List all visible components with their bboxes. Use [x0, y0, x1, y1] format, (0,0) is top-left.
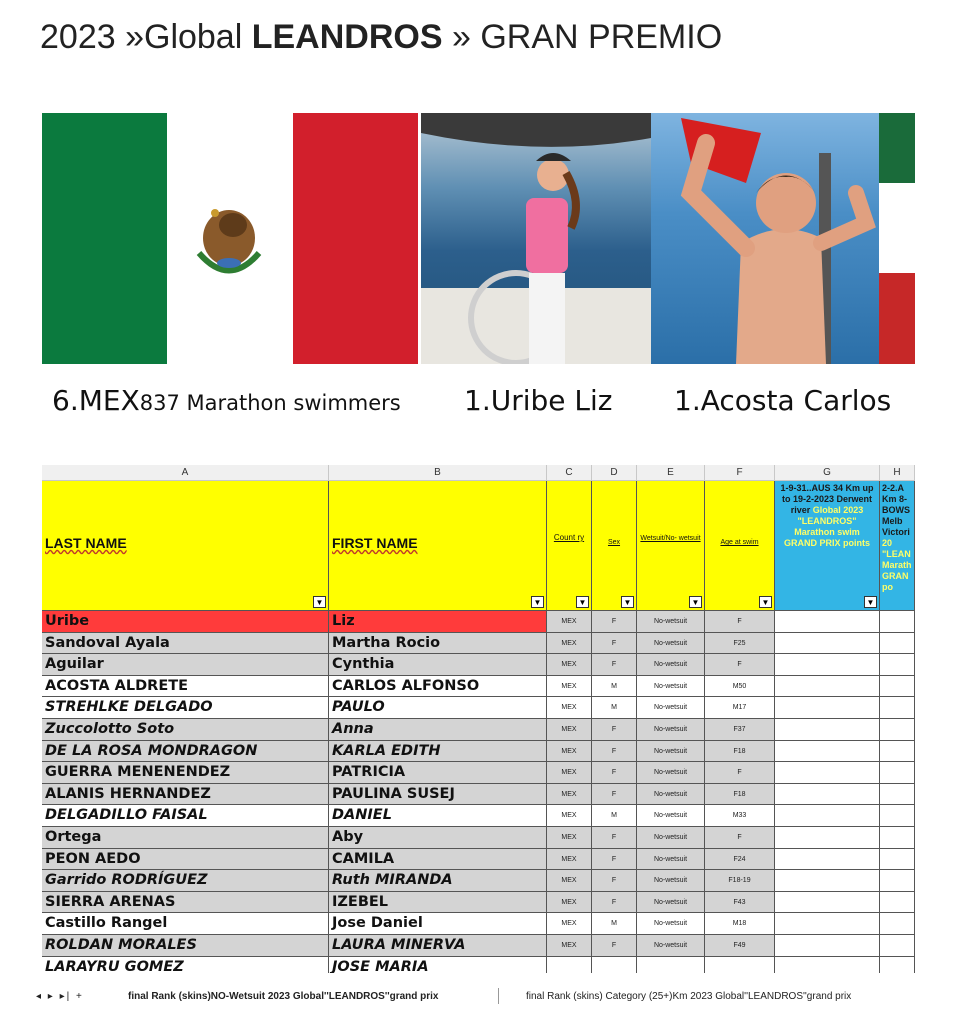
- filter-dropdown-icon[interactable]: ▼: [531, 596, 544, 608]
- table-row[interactable]: [42, 611, 915, 633]
- wetsuit-cell[interactable]: No-wetsuit: [637, 892, 705, 914]
- tab-divider: [498, 988, 499, 1004]
- table-row[interactable]: [42, 697, 915, 719]
- country-count: 837 Marathon swimmers: [139, 391, 401, 415]
- last-cell[interactable]: Castillo Rangel: [42, 913, 329, 935]
- age-cell[interactable]: F18-19: [705, 870, 775, 892]
- wetsuit-cell[interactable]: [637, 957, 705, 973]
- sex-cell[interactable]: M: [592, 913, 637, 935]
- first-cell[interactable]: IZEBEL: [329, 892, 547, 914]
- acosta-carlos-photo: [651, 113, 915, 364]
- empty-cell[interactable]: [775, 870, 880, 892]
- event-g-title: 1-9-31..AUS 34 Km up to 19-2-2023 Derwent river: [780, 483, 874, 515]
- empty-cell[interactable]: [880, 957, 915, 973]
- last-cell[interactable]: ACOSTA ALDRETE: [42, 676, 329, 698]
- sex-cell[interactable]: F: [592, 654, 637, 676]
- table-row[interactable]: [42, 935, 915, 957]
- empty-cell[interactable]: [880, 913, 915, 935]
- wetsuit-cell[interactable]: No-wetsuit: [637, 654, 705, 676]
- sheet-tab[interactable]: final Rank (skins) Category (25+)Km 2023 Global''LEANDROS''grand prix: [526, 991, 852, 1002]
- empty-cell[interactable]: [880, 892, 915, 914]
- sex-cell[interactable]: F: [592, 827, 637, 849]
- age-cell[interactable]: F49: [705, 935, 775, 957]
- country-cell[interactable]: MEX: [547, 633, 592, 655]
- column-header-f[interactable]: F: [705, 465, 775, 481]
- empty-cell[interactable]: [775, 719, 880, 741]
- age-cell[interactable]: F: [705, 762, 775, 784]
- spreadsheet: [42, 465, 915, 973]
- sailboat-scene-icon: [421, 113, 651, 364]
- uribe-liz-photo: [421, 113, 651, 364]
- country-header: [547, 481, 592, 611]
- first-cell[interactable]: Cynthia: [329, 654, 547, 676]
- empty-cell[interactable]: [880, 741, 915, 763]
- country-cell[interactable]: MEX: [547, 913, 592, 935]
- empty-cell[interactable]: [775, 827, 880, 849]
- sex-cell[interactable]: F: [592, 719, 637, 741]
- event-h-title: 2-2.A Km 8- BOWS Melb Victori: [882, 483, 910, 537]
- wetsuit-cell[interactable]: No-wetsuit: [637, 633, 705, 655]
- empty-cell[interactable]: [880, 633, 915, 655]
- title-prefix: 2023 »Global: [40, 18, 252, 56]
- empty-cell[interactable]: [880, 719, 915, 741]
- sex-cell[interactable]: F: [592, 935, 637, 957]
- age-cell[interactable]: [705, 957, 775, 973]
- male-winner-caption: 1.Acosta Carlos: [674, 384, 892, 417]
- wetsuit-cell[interactable]: No-wetsuit: [637, 935, 705, 957]
- sex-header-label: Sex: [607, 539, 621, 546]
- table-row[interactable]: [42, 633, 915, 655]
- sex-cell[interactable]: F: [592, 892, 637, 914]
- age-cell[interactable]: F18: [705, 741, 775, 763]
- country-header-label: Count ry: [553, 533, 585, 542]
- empty-cell[interactable]: [880, 805, 915, 827]
- wetsuit-cell[interactable]: No-wetsuit: [637, 676, 705, 698]
- empty-cell[interactable]: [775, 913, 880, 935]
- country-cell[interactable]: MEX: [547, 654, 592, 676]
- sex-cell[interactable]: F: [592, 849, 637, 871]
- female-winner-caption: 1.Uribe Liz: [464, 384, 613, 417]
- age-cell[interactable]: F18: [705, 784, 775, 806]
- table-row[interactable]: [42, 913, 915, 935]
- last-cell[interactable]: Uribe: [42, 611, 329, 633]
- sex-cell[interactable]: M: [592, 697, 637, 719]
- wetsuit-cell[interactable]: No-wetsuit: [637, 697, 705, 719]
- empty-cell[interactable]: [775, 805, 880, 827]
- empty-cell[interactable]: [775, 697, 880, 719]
- column-header-c[interactable]: C: [547, 465, 592, 481]
- caption-row: [0, 384, 954, 424]
- first-cell[interactable]: Anna: [329, 719, 547, 741]
- sex-cell[interactable]: M: [592, 805, 637, 827]
- first-cell[interactable]: DANIEL: [329, 805, 547, 827]
- country-cell[interactable]: MEX: [547, 611, 592, 633]
- empty-cell[interactable]: [775, 676, 880, 698]
- table-row[interactable]: [42, 719, 915, 741]
- sex-cell[interactable]: M: [592, 676, 637, 698]
- sex-cell[interactable]: F: [592, 611, 637, 633]
- empty-cell[interactable]: [880, 654, 915, 676]
- age-cell[interactable]: F43: [705, 892, 775, 914]
- first-cell[interactable]: CAMILA: [329, 849, 547, 871]
- age-cell[interactable]: F: [705, 827, 775, 849]
- empty-cell[interactable]: [775, 654, 880, 676]
- age-header-label: Age at swim: [720, 539, 759, 546]
- table-row[interactable]: [42, 849, 915, 871]
- first-cell[interactable]: PAULINA SUSEJ: [329, 784, 547, 806]
- column-header-e[interactable]: E: [637, 465, 705, 481]
- column-header-g[interactable]: G: [775, 465, 880, 481]
- last-cell[interactable]: Aguilar: [42, 654, 329, 676]
- wetsuit-cell[interactable]: No-wetsuit: [637, 741, 705, 763]
- country-cell[interactable]: MEX: [547, 762, 592, 784]
- table-row[interactable]: [42, 676, 915, 698]
- sex-cell[interactable]: [592, 957, 637, 973]
- empty-cell[interactable]: [775, 892, 880, 914]
- table-row[interactable]: [42, 892, 915, 914]
- wetsuit-cell[interactable]: No-wetsuit: [637, 611, 705, 633]
- title-bold: LEANDROS: [251, 18, 443, 56]
- event-g-header: [775, 481, 880, 611]
- wetsuit-cell[interactable]: No-wetsuit: [637, 784, 705, 806]
- first-cell[interactable]: JOSE MARIA: [329, 957, 547, 973]
- country-cell[interactable]: MEX: [547, 805, 592, 827]
- country-rank: 6.MEX: [52, 384, 140, 417]
- age-header: [705, 481, 775, 611]
- table-row[interactable]: [42, 827, 915, 849]
- first-cell[interactable]: CARLOS ALFONSO: [329, 676, 547, 698]
- first-cell[interactable]: Ruth MIRANDA: [329, 870, 547, 892]
- country-cell[interactable]: MEX: [547, 892, 592, 914]
- table-row[interactable]: [42, 805, 915, 827]
- column-header-b[interactable]: B: [329, 465, 547, 481]
- sheet-nav-arrows-icon[interactable]: ◂ ▸ ▸| +: [36, 991, 84, 1002]
- swimmer-scene-icon: [651, 113, 915, 364]
- filter-dropdown-icon[interactable]: ▼: [621, 596, 634, 608]
- wetsuit-cell[interactable]: No-wetsuit: [637, 762, 705, 784]
- first-cell[interactable]: Liz: [329, 611, 547, 633]
- table-row[interactable]: [42, 957, 915, 973]
- filter-dropdown-icon[interactable]: ▼: [689, 596, 702, 608]
- last-cell[interactable]: PEON AEDO: [42, 849, 329, 871]
- sex-cell[interactable]: F: [592, 741, 637, 763]
- filter-dropdown-icon[interactable]: ▼: [313, 596, 326, 608]
- filter-dropdown-icon[interactable]: ▼: [864, 596, 877, 608]
- age-cell[interactable]: F37: [705, 719, 775, 741]
- country-cell[interactable]: MEX: [547, 676, 592, 698]
- country-cell[interactable]: MEX: [547, 849, 592, 871]
- country-cell[interactable]: MEX: [547, 697, 592, 719]
- column-header-a[interactable]: A: [42, 465, 329, 481]
- first-cell[interactable]: LAURA MINERVA: [329, 935, 547, 957]
- sex-cell[interactable]: F: [592, 762, 637, 784]
- event-h-header-label: [882, 483, 912, 593]
- first-name-header: [329, 481, 547, 611]
- age-cell[interactable]: F: [705, 611, 775, 633]
- age-cell[interactable]: M18: [705, 913, 775, 935]
- last-cell[interactable]: ALANIS HERNANDEZ: [42, 784, 329, 806]
- wetsuit-cell[interactable]: No-wetsuit: [637, 870, 705, 892]
- country-cell[interactable]: MEX: [547, 741, 592, 763]
- sex-cell[interactable]: F: [592, 633, 637, 655]
- last-cell[interactable]: LARAYRU GOMEZ: [42, 957, 329, 973]
- first-cell[interactable]: PATRICIA: [329, 762, 547, 784]
- wetsuit-header-label: Wetsuit/No- wetsuit: [640, 535, 701, 542]
- empty-cell[interactable]: [775, 611, 880, 633]
- empty-cell[interactable]: [880, 697, 915, 719]
- wetsuit-cell[interactable]: No-wetsuit: [637, 805, 705, 827]
- country-cell[interactable]: MEX: [547, 784, 592, 806]
- age-cell[interactable]: M17: [705, 697, 775, 719]
- column-header-d[interactable]: D: [592, 465, 637, 481]
- sex-cell[interactable]: F: [592, 784, 637, 806]
- first-cell[interactable]: Aby: [329, 827, 547, 849]
- country-cell[interactable]: [547, 957, 592, 973]
- mexico-flag: [42, 113, 418, 364]
- filter-active-icon[interactable]: ▼: [576, 596, 589, 608]
- last-cell[interactable]: Sandoval Ayala: [42, 633, 329, 655]
- empty-cell[interactable]: [775, 957, 880, 973]
- country-caption: [52, 384, 401, 417]
- wetsuit-cell[interactable]: No-wetsuit: [637, 849, 705, 871]
- country-cell[interactable]: MEX: [547, 719, 592, 741]
- table-row[interactable]: [42, 762, 915, 784]
- empty-cell[interactable]: [775, 784, 880, 806]
- sheet-tab-bar: [36, 988, 916, 1008]
- table-row[interactable]: [42, 741, 915, 763]
- last-cell[interactable]: STREHLKE DELGADO: [42, 697, 329, 719]
- sex-cell[interactable]: F: [592, 870, 637, 892]
- photo-strip: [42, 113, 915, 364]
- last-cell[interactable]: GUERRA MENENENDEZ: [42, 762, 329, 784]
- empty-cell[interactable]: [775, 741, 880, 763]
- wetsuit-cell[interactable]: No-wetsuit: [637, 719, 705, 741]
- empty-cell[interactable]: [880, 870, 915, 892]
- table-row[interactable]: [42, 784, 915, 806]
- event-g-header-label: [777, 483, 877, 549]
- wetsuit-header: [637, 481, 705, 611]
- empty-cell[interactable]: [775, 762, 880, 784]
- age-cell[interactable]: F: [705, 654, 775, 676]
- country-cell[interactable]: MEX: [547, 935, 592, 957]
- event-h-subtitle: 20 "LEAN Marath GRAN po: [882, 538, 912, 592]
- last-cell[interactable]: Zuccolotto Soto: [42, 719, 329, 741]
- empty-cell[interactable]: [880, 676, 915, 698]
- first-cell[interactable]: Martha Rocio: [329, 633, 547, 655]
- last-cell[interactable]: DE LA ROSA MONDRAGON: [42, 741, 329, 763]
- last-cell[interactable]: SIERRA ARENAS: [42, 892, 329, 914]
- last-cell[interactable]: ROLDAN MORALES: [42, 935, 329, 957]
- empty-cell[interactable]: [775, 633, 880, 655]
- table-row[interactable]: [42, 654, 915, 676]
- wetsuit-cell[interactable]: No-wetsuit: [637, 913, 705, 935]
- first-cell[interactable]: Jose Daniel: [329, 913, 547, 935]
- country-cell[interactable]: MEX: [547, 870, 592, 892]
- country-cell[interactable]: MEX: [547, 827, 592, 849]
- wetsuit-cell[interactable]: No-wetsuit: [637, 827, 705, 849]
- last-cell[interactable]: Garrido RODRÍGUEZ: [42, 870, 329, 892]
- event-h-header: [880, 481, 915, 611]
- last-name-header-label: LAST NAME: [45, 535, 127, 551]
- page-title: [40, 18, 722, 57]
- empty-cell[interactable]: [880, 784, 915, 806]
- table-row[interactable]: [42, 870, 915, 892]
- empty-cell[interactable]: [880, 611, 915, 633]
- empty-cell[interactable]: [880, 935, 915, 957]
- age-cell[interactable]: M50: [705, 676, 775, 698]
- empty-cell[interactable]: [880, 849, 915, 871]
- first-cell[interactable]: PAULO: [329, 697, 547, 719]
- coat-of-arms-icon: [167, 113, 292, 364]
- first-cell[interactable]: KARLA EDITH: [329, 741, 547, 763]
- column-header-h[interactable]: H: [880, 465, 915, 481]
- last-cell[interactable]: DELGADILLO FAISAL: [42, 805, 329, 827]
- last-cell[interactable]: Ortega: [42, 827, 329, 849]
- age-cell[interactable]: F25: [705, 633, 775, 655]
- sheet-tab-active[interactable]: final Rank (skins)NO-Wetsuit 2023 Global''LEANDROS''grand prix: [128, 991, 439, 1002]
- empty-cell[interactable]: [880, 762, 915, 784]
- sex-header: [592, 481, 637, 611]
- age-cell[interactable]: M33: [705, 805, 775, 827]
- filter-dropdown-icon[interactable]: ▼: [759, 596, 772, 608]
- title-suffix: » GRAN PREMIO: [442, 18, 723, 56]
- event-g-subtitle: Global 2023 "LEANDROS" Marathon swim GRAND PRIX points: [783, 505, 870, 548]
- last-name-header: [42, 481, 329, 611]
- age-cell[interactable]: F24: [705, 849, 775, 871]
- empty-cell[interactable]: [775, 849, 880, 871]
- first-name-header-label: FIRST NAME: [332, 535, 418, 551]
- empty-cell[interactable]: [880, 827, 915, 849]
- empty-cell[interactable]: [775, 935, 880, 957]
